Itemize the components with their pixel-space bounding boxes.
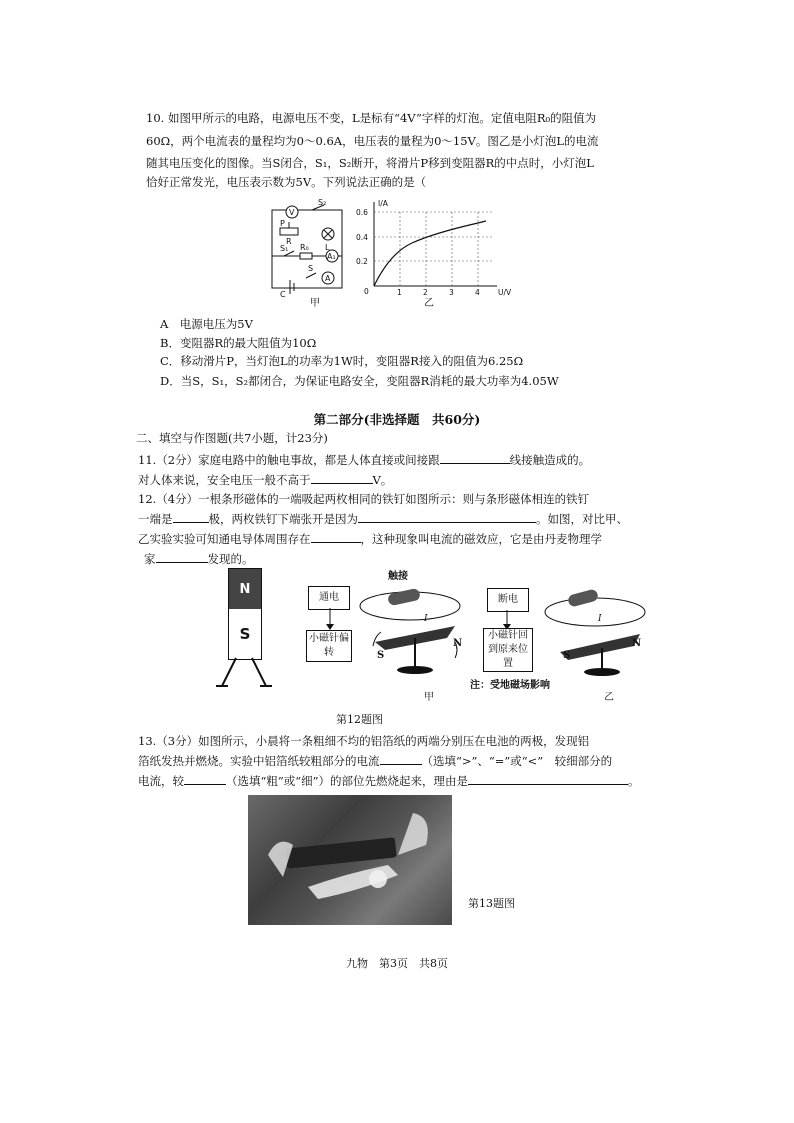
q12-blank1[interactable] [173, 510, 209, 523]
fig-jia-label: 甲 [310, 298, 320, 309]
q10-line4: 恰好正常发光，电压表示数为5V。下列说法正确的是（ [146, 175, 427, 189]
q10-option-b: B．变阻器R的最大阻值为10Ω [160, 336, 317, 350]
foil-battery-photo [248, 795, 452, 925]
resistor-r0-label: R₀ [300, 243, 309, 252]
q11-line1 [138, 450, 590, 470]
yi-pole-s: S [563, 650, 571, 661]
q11-text-a: 11.（2分）家庭电路中的触电事故，都是人体直接或间接跟 [138, 453, 440, 467]
q10-option-c: C．移动滑片P，当灯泡L的功率为1W时，变阻器R接入的阻值为6.25Ω [160, 354, 524, 368]
xtick-2: 2 [423, 288, 428, 297]
q13-text-c3: 。 [628, 774, 640, 788]
switch-s1-label: S₁ [280, 244, 289, 253]
q13-text-c1: 电流，较 [138, 774, 184, 788]
q12-line4 [144, 549, 254, 569]
box-tongdian: 通电 [308, 586, 350, 610]
bar-magnet [228, 568, 262, 660]
iv-graph [356, 198, 522, 308]
q13-blank3[interactable] [468, 772, 628, 785]
arrow-down-icon [326, 608, 334, 630]
box-pianzhuan: 小磁针偏转 [306, 630, 352, 662]
slider-p-label: P [280, 219, 285, 228]
ytick-02: 0.2 [356, 257, 368, 266]
q12-blank4[interactable] [156, 550, 208, 563]
q12-line2 [138, 509, 628, 529]
box-huidao: 小磁针回到原来位置 [483, 628, 533, 672]
q13-line3 [138, 771, 640, 791]
q13-text-b1: 箔纸发热并燃烧。实验中铝箔纸较粗部分的电流 [138, 754, 380, 768]
fig12-caption: 第12题图 [336, 713, 383, 726]
q12-line1: 12.（4分）一根条形磁体的一端吸起两枚相同的铁钉如图所示：则与条形磁体相连的铁钉 [138, 492, 590, 506]
fig-yi-label: 乙 [424, 298, 434, 309]
q12-text-b1: 一端是 [138, 512, 173, 526]
q11-text-b: 线接触造成的。 [509, 453, 591, 467]
lamp-l-label: L [325, 243, 330, 252]
q11-blank1[interactable] [440, 451, 510, 464]
graph-xlabel: U/V [498, 288, 512, 297]
box-duandian: 断电 [487, 588, 529, 612]
q12-text-d2: 发现的。 [207, 552, 254, 566]
q10-option-d: D．当S，S₁，S₂都闭合，为保证电路安全，变阻器R消耗的最大功率为4.05W [160, 374, 559, 388]
q12-blank2[interactable] [358, 510, 536, 523]
fig13-caption: 第13题图 [468, 897, 515, 910]
q10-line2: 60Ω，两个电流表的量程均为0～0.6A，电压表的量程为0～15V。图乙是小灯泡L的电流 [146, 134, 599, 148]
battery-c-label: C [280, 290, 286, 299]
circuit-diagram [262, 198, 352, 308]
q13-blank2[interactable] [184, 772, 226, 785]
yi-current-i: I [598, 614, 602, 624]
q11-text-c: 对人体来说，安全电压一般不高于 [138, 473, 311, 487]
q13-blank1[interactable] [380, 752, 422, 765]
yi-pole-n: N [632, 638, 642, 649]
experiment-yi-apparatus [540, 582, 650, 678]
ytick-04: 0.4 [356, 233, 368, 242]
magnet-north-pole: N [229, 569, 261, 609]
ammeter-a-label: A [325, 274, 331, 283]
switch-s2-label: S₂ [318, 198, 327, 207]
page-footer: 九物 第3页 共8页 [346, 957, 448, 970]
ytick-0: 0 [364, 287, 369, 296]
q12-blank3[interactable] [311, 530, 361, 543]
q12-text-b3: 。如图，对比甲、 [536, 512, 628, 526]
xtick-4: 4 [475, 288, 480, 297]
q10-line1: 10. 如图甲所示的电路，电源电压不变，L是标有“4V”字样的灯泡。定值电阻R₀的阻值为 [146, 111, 597, 125]
label-chujie: 触接 [388, 571, 408, 582]
fig12-yi-label: 乙 [604, 692, 614, 703]
switch-s-label: S [308, 264, 314, 273]
q11-blank2[interactable] [311, 471, 373, 484]
q13-line1: 13.（3分）如图所示，小晨将一条粗细不均的铝箔纸的两端分别压在电池的两极，发现铝 [138, 734, 590, 748]
q12-line3 [138, 529, 602, 549]
iron-nails [210, 656, 280, 690]
magnet-south-pole: S [229, 609, 261, 659]
q12-text-c2: ，这种现象叫电流的磁效应，它是由丹麦物理学 [360, 532, 602, 546]
q12-text-d1: 家 [144, 552, 156, 566]
xtick-3: 3 [449, 288, 454, 297]
q13-text-c2: （选填“粗”或“细”）的部位先燃烧起来，理由是 [226, 774, 469, 788]
q10-line3: 随其电压变化的图像。当S闭合，S₁，S₂断开，将滑片P移到变阻器R的中点时，小灯泡L [146, 156, 594, 170]
part2-title: 第二部分(非选择题 共60分) [313, 412, 481, 427]
q10-option-a: A 电源电压为5V [160, 317, 253, 331]
xtick-1: 1 [397, 288, 402, 297]
q13-line2 [138, 751, 612, 771]
q13-text-b2: （选填“>”、“=”或“<” 较细部分的 [421, 754, 613, 768]
q12-text-b2: 极，两枚铁钉下端张开是因为 [208, 512, 358, 526]
part2-subtitle: 二、填空与作图题(共7小题，计23分) [136, 431, 328, 445]
q11-line2 [138, 470, 392, 490]
ytick-06: 0.6 [356, 208, 368, 217]
arrow-down-icon [503, 610, 511, 630]
q11-text-d: V。 [372, 473, 393, 487]
experiment-jia-apparatus [355, 580, 470, 680]
note-dicichang: 注：受地磁场影响 [470, 680, 550, 691]
jia-current-i: I [424, 614, 428, 624]
q12-text-c1: 乙实验实验可知通电导体周围存在 [138, 532, 311, 546]
graph-ylabel: I/A [378, 199, 388, 208]
fig12-jia-label: 甲 [424, 692, 434, 703]
battery-foil-illustration [248, 795, 452, 925]
voltmeter-label: V [289, 208, 295, 217]
jia-pole-s: S [377, 650, 385, 661]
jia-pole-n: N [453, 638, 463, 649]
ammeter-a1-label: A₁ [327, 252, 336, 261]
rheostat-r-label: R [286, 237, 292, 246]
